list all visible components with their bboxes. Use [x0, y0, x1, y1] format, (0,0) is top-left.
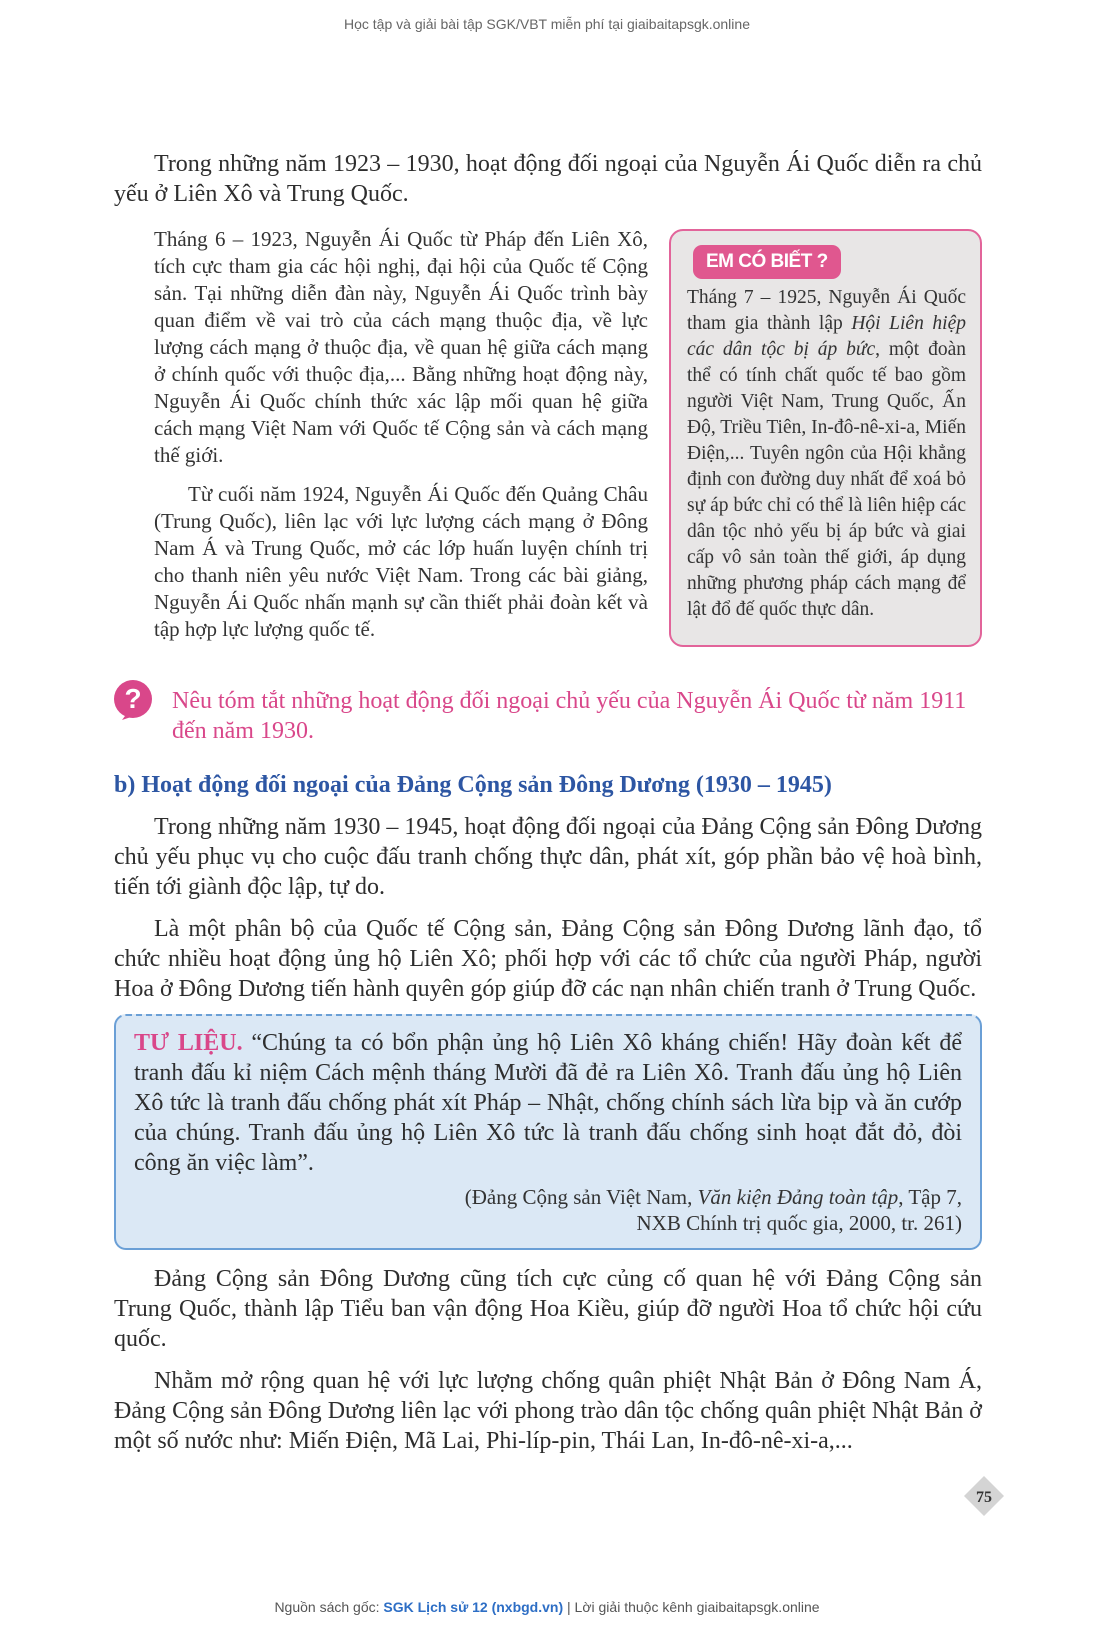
svg-text:?: ?	[124, 683, 142, 714]
footer: Nguồn sách gốc: SGK Lịch sử 12 (nxbgd.vn) | Lời giải thuộc kênh giaibaitapsgk.online	[274, 1599, 820, 1615]
question-icon	[112, 678, 154, 720]
tu-lieu-box	[114, 1014, 982, 1250]
tu-lieu-quote: TƯ LIỆU. “Chúng ta có bổn phận ủng hộ Liên Xô kháng chiến! Hãy đoàn kết để tranh đấu kỉ niệm Cách mệnh tháng Mười đã đẻ ra Liên Xô. Tranh đấu ủng hộ Liên Xô tức là tranh đấu chống phát xít Pháp – Nhật, chống chính sách lừa bịp và ăn cướp của chúng. Tranh đấu ủng hộ Liên Xô tức là tranh đấu chống sinh hoạt đắt đỏ, đòi công ăn việc làm”.	[134, 1030, 963, 1176]
closing-para-1: Đảng Cộng sản Đông Dương cũng tích cực củng cố quan hệ với Đảng Cộng sản Trung Quốc, thành lập Tiểu ban vận động Hoa Kiều, giúp đỡ người Hoa tổ chức hội cứu quốc.	[114, 1266, 982, 1352]
em-co-biet-text: Tháng 7 – 1925, Nguyễn Ái Quốc tham gia thành lập Hội Liên hiệp các dân tộc bị áp bức, một đoàn thể có tính chất quốc tế bao gồm người Việt Nam, Trung Quốc, Ấn Độ, Triều Tiên, In-đô-nê-xi-a, Miến Điện,... Tuyên ngôn của Hội khẳng định con đường duy nhất để xoá bỏ sự áp bức chỉ có thể là liên hiệp các dân tộc nhỏ yếu bị áp bức và giai cấp vô sản toàn thế giới, áp dụng những phương pháp cách mạng để lật đổ đế quốc thực dân.	[687, 287, 966, 620]
top-banner: Học tập và giải bài tập SGK/VBT miễn phí tại giaibaitapsgk.online	[344, 16, 750, 32]
tu-lieu-label: TƯ LIỆU.	[134, 1030, 243, 1056]
em-co-biet-box	[669, 229, 982, 647]
source-book-link[interactable]: SGK Lịch sử 12 (nxbgd.vn)	[383, 1599, 564, 1615]
page-number: 75	[976, 1489, 992, 1506]
question-text: Nêu tóm tắt những hoạt động đối ngoại chủ yếu của Nguyễn Ái Quốc từ năm 1911 đến năm 1930.	[172, 688, 967, 744]
left-column	[154, 226, 648, 643]
section-b-heading: b) Hoạt động đối ngoại của Đảng Cộng sản Đông Dương (1930 – 1945)	[114, 772, 832, 798]
em-co-biet-badge: EM CÓ BIẾT ?	[693, 245, 841, 279]
intro-paragraph: Trong những năm 1923 – 1930, hoạt động đối ngoại của Nguyễn Ái Quốc diễn ra chủ yếu ở Liên Xô và Trung Quốc.	[114, 151, 982, 207]
page-number-badge	[962, 1474, 1006, 1518]
left-para-1: Tháng 6 – 1923, Nguyễn Ái Quốc từ Pháp đến Liên Xô, tích cực tham gia các hội nghị, đại hội của Quốc tế Cộng sản. Tại những diễn đàn này, Nguyễn Ái Quốc trình bày quan điểm về vai trò của cách mạng thuộc địa, về lực lượng cách mạng ở thuộc địa, về quan hệ giữa cách mạng ở chính quốc với thuộc địa,... Bằng những hoạt động này, Nguyễn Ái Quốc chính thức xác lập mối quan hệ giữa cách mạng Việt Nam với Quốc tế Cộng sản và cách mạng thế giới.	[154, 227, 648, 467]
association-name: Hội Liên hiệp các dân tộc bị áp bức	[687, 313, 966, 360]
section-b-para-1: Trong những năm 1930 – 1945, hoạt động đối ngoại của Đảng Cộng sản Đông Dương chủ yếu phục vụ cho cuộc đấu tranh chống thực dân, phát xít, góp phần bảo vệ hoà bình, tiến tới giành độc lập, tự do.	[114, 814, 982, 900]
closing-para-2: Nhằm mở rộng quan hệ với lực lượng chống quân phiệt Nhật Bản ở Đông Nam Á, Đảng Cộng sản Đông Dương liên lạc với phong trào dân tộc chống quân phiệt Nhật Bản ở một số nước như: Miến Điện, Mã Lai, Phi-líp-pin, Thái Lan, In-đô-nê-xi-a,...	[114, 1368, 982, 1454]
tu-lieu-citation: (Đảng Cộng sản Việt Nam, Văn kiện Đảng toàn tập, Tập 7, NXB Chính trị quốc gia, 2000, tr. 261)	[464, 1185, 962, 1235]
left-para-2: Từ cuối năm 1924, Nguyễn Ái Quốc đến Quảng Châu (Trung Quốc), liên lạc với lực lượng cách mạng ở Đông Nam Á và Trung Quốc, mở các lớp huấn luyện chính trị cho thanh niên yêu nước Việt Nam. Trong các bài giảng, Nguyễn Ái Quốc nhấn mạnh sự cần thiết phải đoàn kết và tập hợp lực lượng quốc tế.	[154, 482, 648, 641]
section-b-para-2: Là một phân bộ của Quốc tế Cộng sản, Đảng Cộng sản Đông Dương lãnh đạo, tổ chức nhiều hoạt động ủng hộ Liên Xô; phối hợp với các tổ chức của người Pháp, người Hoa ở Đông Dương tiến hành quyên góp giúp đỡ các nạn nhân chiến tranh ở Trung Quốc.	[114, 916, 982, 1002]
